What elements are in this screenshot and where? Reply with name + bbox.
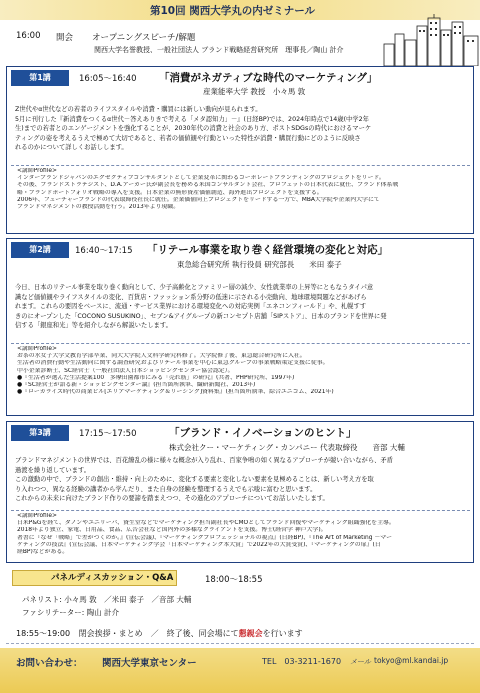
closing-text: 閉会挨拶・まとめ ／ 終了後、同会場にて: [78, 629, 239, 638]
lecture-2-time: 16:40～17:15: [75, 246, 133, 256]
lecture-1-number-badge: 第1講: [11, 70, 69, 86]
contact-organization: 関西大学東京センター: [102, 658, 197, 669]
lecture-1-description: Z世代やα世代などの若者のライフスタイルや消費・購買には新しい動向が見られます。 5月に刊行した『新消費をつくるα世代－答えありきで考える「メタ認知力」－』(日経BP)では、2024年時点で14歳(中学2年 生)までの若者とのエンゲージメントを強化することが、2030年代の消費と社会のあり方、ポストSDGsの時代におけるマーケ ティングの姿を考えるうえで極めて大切であると、若者の価値観や行動といった特性が消費・購買行動にどのように反映さ れるのかについて詳しくお話しします。: [15, 106, 372, 152]
panelists-names: 小々馬 敦 ／米田 泰子 ／音部 大輔: [64, 595, 192, 604]
lecture-2-description: 今日、日本のリテール事業を取り巻く動向として、少子高齢化とファミリー層の減少、女性就業率の上昇等にともなうタイパ意 識など価値観やライフスタイルの変化、百貨店・ファッション系分野の低迷に示される小売動向、地球環境問題などがあげら れます。これらの要因をベースに、流通・サービス業界における環境変化への対応実例「エネコンフィールド」や、札幌すす きのにオープンした「COCONO SUSUKINO」、セブン&アイグループの新コンセプト店舗「SIPストア」、日本のブランドを世界に発 信する「銀座和光」等を紹介しながら解説いたします。: [15, 284, 387, 330]
panel-discussion-label: パネルディスカッション・Q&A: [12, 570, 177, 586]
lecture-1-box: [6, 66, 474, 234]
profile-heading: <講師Profile>: [17, 168, 57, 174]
lecture-2-number-badge: 第2講: [11, 242, 69, 258]
panelists-row: [22, 594, 191, 605]
lecture-3-number-badge: 第3講: [11, 425, 69, 441]
contact-phone: TEL 03-3211-1670: [262, 657, 342, 666]
lecture-1-time: 16:05～16:40: [79, 74, 137, 84]
lecture-2-title: 「リテール事業を取り巻く経営環境の変化と対応」: [147, 244, 389, 256]
facilitator-label: ファシリテーター:: [22, 608, 85, 617]
facilitator-row: [22, 607, 119, 618]
lecture-2-profile: <講師Profile> お茶の水女子大学文教育学部卒業、同大大学院人文科学研究科修了。大学院修了後、東急総合研究所に入社。 生活者の消費行動や生活動向に関する調査研究およびリテール事業を中心に東急グループの事業戦略策定支援に従事。 中小企業診断士、SC経営士（一般社団法人日本ショッピングセンター協会認定）。 ●『生活者が選んだ生活提案100 多摩田園都市にみる「売れ筋」の研究』(共著、PHP研究所、1997年) ●『SC経営士が語る新・ショッピングセンター論』(担当箇所執筆、繊研新聞社、2013年) ●『ローカライズ時代の商業ビル[エリアマーケティング＆リーシング]資料集』(担当箇所執筆、綜合ユニコム、2021年): [11, 343, 470, 396]
lecture-3-title: 「ブランド・イノベーションのヒント」: [169, 427, 357, 439]
city-skyline-illustration: [382, 14, 480, 66]
mail-label: メール: [350, 658, 371, 666]
closing-suffix: を行います: [262, 629, 303, 638]
closing-row: [16, 628, 309, 639]
profile-heading: <講師Profile>: [17, 346, 57, 352]
lecture-3-speaker: 株式会社クー・マーケティング・カンパニー 代表取締役 音部 大輔: [169, 443, 405, 452]
opening-speaker: 関西大学名誉教授、一般社団法人 ブランド戦略経営研究所 理事長／陶山 計介: [94, 46, 344, 54]
lecture-3-profile: <講師Profile> 日米P&Gを経て、ダノンやユニリーバ、資生堂などでマーケティング担当副社長やCMOとしてブランド回復やマーケティング組織強化を主導。 2018年より独立、家電、日用品、食品、広告会社など国内外の多様なクライアントを支援。博士(経営学 神戸大学)。 著書に『なぜ「戦略」で差がつくのか。』(宣伝会議)、『マーケティングプロフェッショナルの視点』(日経BP)、『The Art of Marketing －マー ケティングの技法』(宣伝会議、日本マーケティング学会「日本マーケティング本大賞」で2022年の大賞受賞)、『マーケティングの扉』(日 経BP)などがある。: [11, 510, 470, 556]
reception-highlight: 懇親会: [238, 629, 263, 638]
closing-time: 18:55～19:00: [16, 629, 71, 638]
opening-label: 開会: [56, 33, 74, 43]
lecture-1-title: 「消費がネガティブな時代のマーケティング」: [159, 72, 378, 84]
contact-label: お問い合わせ：: [16, 658, 83, 669]
contact-email: tokyo@ml.kandai.jp: [374, 656, 449, 665]
lecture-3-box: [6, 421, 474, 563]
profile-heading: <講師Profile>: [17, 513, 57, 519]
lecture-1-speaker: 産業能率大学 教授 小々馬 敦: [203, 87, 306, 96]
opening-time: 16:00: [16, 31, 41, 41]
opening-title: オープニングスピーチ/解題: [92, 33, 196, 43]
lecture-3-time: 17:15～17:50: [79, 429, 137, 439]
lecture-3-description: ブランドマネジメントの世界では、百花繚乱の様に様々な概念が入り乱れ、百家争鳴の如く異なるアプローチが競い合いながら、矛盾 過渡を繰り返しています。 この激動の中で、ブランドの創出・維持・向上のために、変化する要素と変化しない要素を見極めることは、新しい考え方を取 り入れつつ、異なる経験の講者から学んだり、また自身の経験を整理するうえでも示唆に富むと思います。 これからの未来に向けたブランド作りの要諦を踏まえつつ、その進化のアプローチについてお話しいたします。: [15, 457, 394, 503]
panelists-label: パネリスト:: [22, 595, 62, 604]
divider: [6, 643, 474, 644]
facilitator-name: 陶山 計介: [86, 608, 120, 617]
page-title: 第10回 関西大学丸の内ゼミナール: [150, 5, 316, 17]
panel-discussion-time: 18:00～18:55: [205, 575, 263, 585]
lecture-2-speaker: 東急総合研究所 執行役員 研究部長 米田 泰子: [177, 260, 342, 269]
lecture-2-box: [6, 238, 474, 416]
lecture-1-profile: <講師Profile> インターブランドジャパンのエグゼクティブコンサルタントとして企業変革に関わるコーポレートブランディングのプロジェクトをリード。 その後、ブランドストラテジスト、D.A.アーカー氏が副会長を務める米国コンサルタント会社、プロフェットの日本代表に就任、ブランド体系戦 略・ブランドポートフォリオ戦略の導入を支援。日本企業の無形資産価値創造、海外進出プロジェクトを支援する。 2006年、フューチャーブランドの代表取締役社長に就任。企業価値向上プロジェクトをリードする一方で、MBA大学院や企業内大学にて ブランドマネジメントの教授活動を行う。2013年より現職。: [11, 165, 470, 211]
footer-contact-bar: [0, 648, 480, 693]
